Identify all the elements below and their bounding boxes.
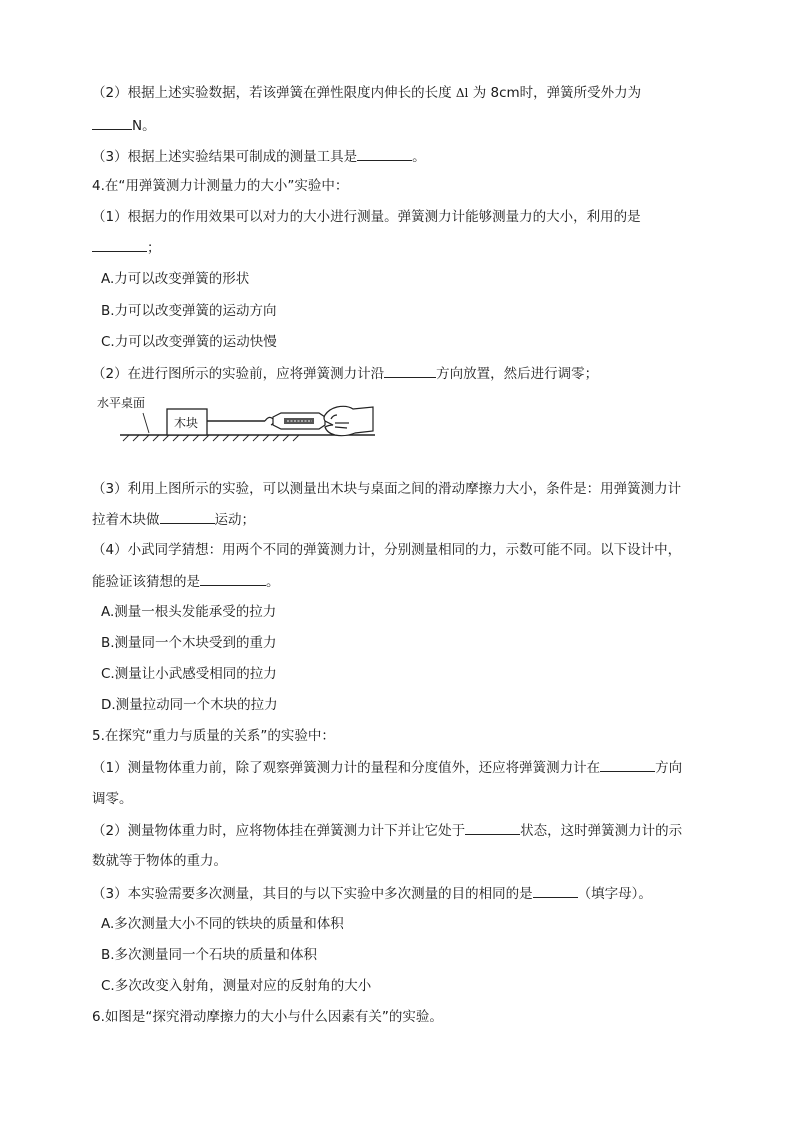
text: （2）测量物体重力时，应将物体挂在弹簧测力计下并让它处于	[92, 823, 466, 839]
text: 。	[412, 149, 426, 165]
q4-p4-option-d: D.测量拉动同一个木块的拉力	[101, 697, 278, 713]
q4-part1-blank-line	[92, 238, 161, 257]
hand	[324, 406, 373, 435]
q4-p4-option-a: A.测量一根头发能承受的拉力	[101, 604, 277, 620]
text: 状态，这时弹簧测力计的示	[520, 823, 683, 839]
q5-part2-line1	[92, 821, 682, 840]
block-label: 木块	[174, 416, 199, 430]
text: （2）在进行图所示的实验前，应将弹簧测力计沿	[92, 366, 385, 382]
answer-blank[interactable]	[160, 510, 215, 524]
text: 运动；	[214, 512, 255, 528]
text: （2）根据上述实验数据，若该弹簧在弹性限度内伸长的长度	[92, 85, 456, 101]
q5-option-a: A.多次测量大小不同的铁块的质量和体积	[101, 916, 344, 932]
text: 。	[266, 574, 280, 590]
q5-title: 5.在探究“重力与质量的关系”的实验中：	[92, 728, 335, 744]
table-label: 水平桌面	[97, 396, 146, 410]
q5-option-c: C.多次改变入射角，测量对应的反射角的大小	[101, 978, 372, 994]
text: （1）测量物体重力前，除了观察弹簧测力计的量程和分度值外，还应将弹簧测力计在	[92, 760, 601, 776]
q4-option-b: B.力可以改变弹簧的运动方向	[101, 303, 277, 319]
answer-blank[interactable]	[357, 147, 412, 161]
hook	[265, 417, 274, 425]
text: （3）根据上述实验结果可制成的测量工具是	[92, 149, 358, 165]
text: 方向放置，然后进行调零；	[436, 366, 599, 382]
q4-part3-line1: （3）利用上图所示的实验，可以测量出木块与桌面之间的滑动摩擦力大小，条件是：用弹簧测力计	[92, 481, 682, 497]
answer-blank[interactable]	[465, 821, 520, 835]
text: N。	[132, 118, 156, 134]
q4-p4-option-c: C.测量让小武感受相同的拉力	[101, 666, 277, 682]
q5-part1-line1	[92, 758, 682, 777]
text: 为 8cm时，弹簧所受外力为	[468, 85, 642, 101]
q4-part1: （1）根据力的作用效果可以对力的大小进行测量。弹簧测力计能够测量力的大小，利用的是	[92, 209, 641, 225]
q4-title: 4.在“用弹簧测力计测量力的大小”实验中：	[92, 178, 349, 194]
experiment-figure	[95, 393, 375, 443]
answer-blank[interactable]	[200, 572, 266, 586]
q4-p4-option-b: B.测量同一个木块受到的重力	[101, 635, 277, 651]
answer-blank[interactable]	[600, 758, 655, 772]
text: （3）本实验需要多次测量，其目的与以下实验中多次测量的目的相同的是	[92, 886, 533, 902]
q5-option-b: B.多次测量同一个石块的质量和体积	[101, 947, 318, 963]
q5-part1-line2: 调零。	[92, 791, 133, 807]
answer-blank[interactable]	[92, 116, 132, 130]
table-hatching	[123, 435, 299, 441]
q5-part3	[92, 884, 652, 903]
q4-part4-line1: （4）小武同学猜想：用两个不同的弹簧测力计，分别测量相同的力，示数可能不同。以下设计中，	[92, 542, 682, 558]
answer-blank[interactable]	[533, 884, 578, 898]
spring-scale	[273, 413, 325, 429]
text: 能验证该猜想的是	[92, 574, 200, 590]
q4-part4-line2	[92, 572, 280, 591]
text: 方向	[655, 760, 683, 776]
q3-part3	[92, 147, 426, 166]
q4-option-c: C.力可以改变弹簧的运动快慢	[101, 334, 277, 350]
q3-part2-line1	[92, 84, 641, 102]
q6-title: 6.如图是“探究滑动摩擦力的大小与什么因素有关”的实验。	[92, 1009, 443, 1025]
q5-part2-line2: 数就等于物体的重力。	[92, 853, 227, 869]
answer-blank[interactable]	[92, 238, 147, 252]
delta-l-symbol: Δl	[455, 86, 469, 100]
q4-part2	[92, 364, 598, 383]
text: 拉着木块做	[92, 512, 160, 528]
q3-part2-line2	[92, 116, 156, 135]
q4-option-a: A.力可以改变弹簧的形状	[101, 271, 250, 287]
q4-part3-line2	[92, 510, 255, 529]
answer-blank[interactable]	[384, 364, 436, 378]
text: （填字母）。	[577, 886, 652, 902]
text: ；	[147, 240, 161, 256]
